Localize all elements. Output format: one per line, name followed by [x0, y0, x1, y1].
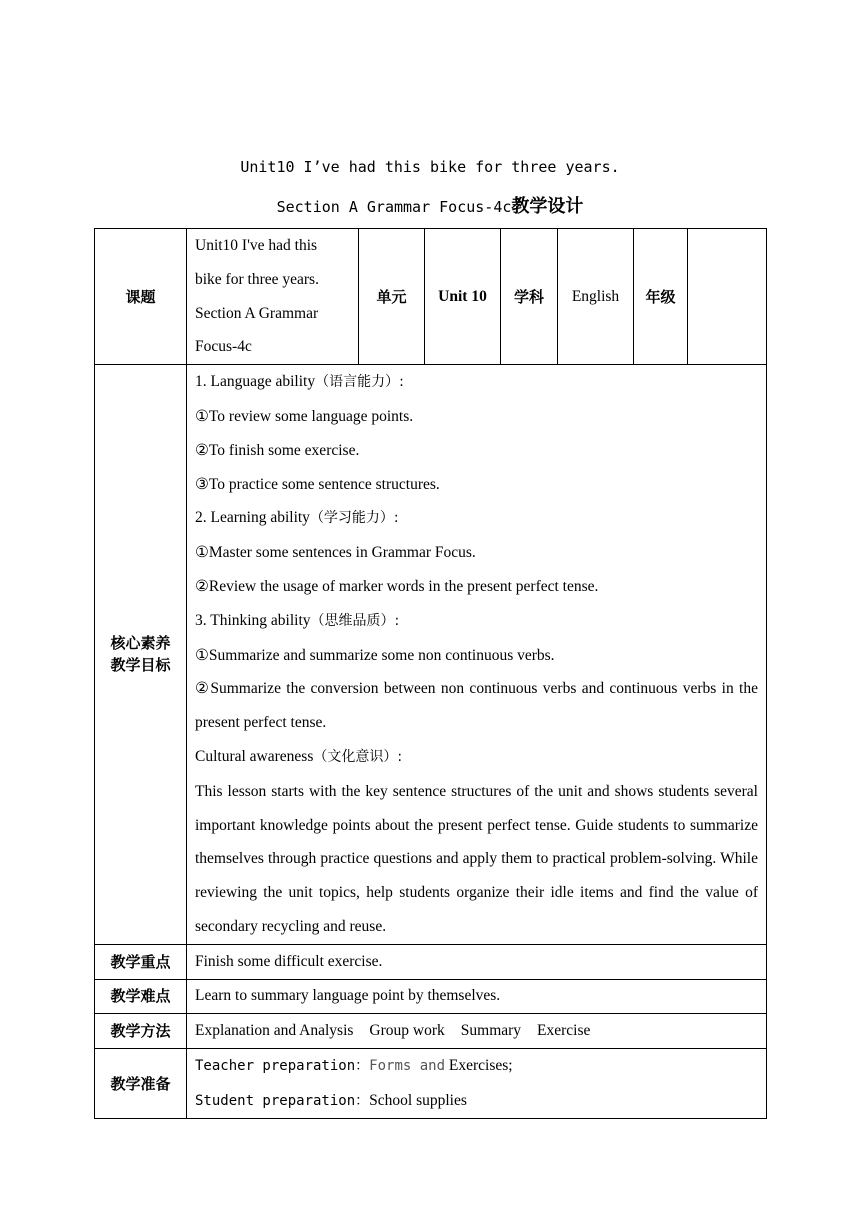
- table-row-objectives: [95, 365, 767, 945]
- method-item: Summary: [460, 1021, 522, 1039]
- methods-value: [187, 1013, 767, 1048]
- list-item: ②Review the usage of marker words in the present perfect tense.: [195, 577, 599, 595]
- topic-line: Unit10 I've had this: [195, 237, 318, 254]
- list-item: ①Master some sentences in Grammar Focus.: [195, 544, 476, 562]
- preparation-value: [187, 1048, 767, 1119]
- thinking-heading: 3. Thinking ability（思维品质）:: [195, 611, 400, 629]
- table-row-preparation: [95, 1048, 767, 1119]
- subtitle-cn: 教学设计: [511, 196, 584, 217]
- topic-line: Section A Grammar: [195, 304, 319, 322]
- document-subtitle: [0, 195, 860, 219]
- topic-line: Focus-4c: [195, 338, 252, 356]
- table-row-difficulties: [95, 979, 767, 1013]
- method-item: Group work: [369, 1021, 445, 1039]
- list-item: ①Summarize and summarize some non continuous verbs.: [195, 646, 555, 664]
- key-points-value: Finish some difficult exercise.: [187, 944, 767, 979]
- difficulties-value: Learn to summary language point by themselves.: [187, 979, 767, 1013]
- subject-label: 学科: [501, 229, 558, 365]
- table-row-key-points: [95, 944, 767, 979]
- method-item: Exercise: [537, 1021, 591, 1039]
- language-heading: 1. Language ability（语言能力）:: [195, 373, 404, 391]
- unit-value: Unit 10: [425, 229, 501, 365]
- topic-line: bike for three years.: [195, 270, 319, 288]
- key-points-label: 教学重点: [95, 944, 187, 979]
- method-item: Explanation and Analysis: [195, 1021, 354, 1039]
- preparation-label: 教学准备: [95, 1048, 187, 1119]
- grade-label: 年级: [634, 229, 688, 365]
- list-item: ②To finish some exercise.: [195, 441, 360, 459]
- difficulties-label: 教学难点: [95, 979, 187, 1013]
- teacher-preparation: Teacher preparation：Forms and Exercises;: [195, 1056, 513, 1074]
- lesson-plan-table: [94, 228, 767, 1119]
- table-row-topic: [95, 229, 767, 365]
- subtitle-en: Section A Grammar Focus-4c: [276, 198, 512, 216]
- objectives-label: 核心素养 教学目标: [95, 365, 187, 945]
- list-item: ③To practice some sentence structures.: [195, 475, 440, 493]
- objectives-content: [187, 365, 767, 945]
- list-item: ①To review some language points.: [195, 407, 414, 425]
- topic-value: [187, 229, 359, 365]
- subject-value: English: [558, 229, 634, 365]
- cultural-heading: Cultural awareness（文化意识）:: [195, 747, 403, 765]
- topic-label: 课题: [95, 229, 187, 365]
- methods-label: 教学方法: [95, 1013, 187, 1048]
- learning-heading: 2. Learning ability（学习能力）:: [195, 509, 399, 527]
- document-title: Unit10 I’ve had this bike for three years.: [240, 158, 620, 176]
- grade-value: [688, 229, 767, 365]
- unit-label: 单元: [359, 229, 425, 365]
- table-row-methods: [95, 1013, 767, 1048]
- cultural-paragraph: This lesson starts with the key sentence structures of the unit and shows students several important knowledge points about the present perfect tense. Guide students to summarize themselves through practice questions and apply them to practical problem-solving. While reviewing the unit topics, help students organize their idle items and find the value of secondary recycling and reuse.: [195, 782, 758, 935]
- list-item: ②Summarize the conversion between non continuous verbs and continuous verbs in the present perfect tense.: [195, 680, 758, 732]
- student-preparation: Student preparation：School supplies: [195, 1091, 467, 1109]
